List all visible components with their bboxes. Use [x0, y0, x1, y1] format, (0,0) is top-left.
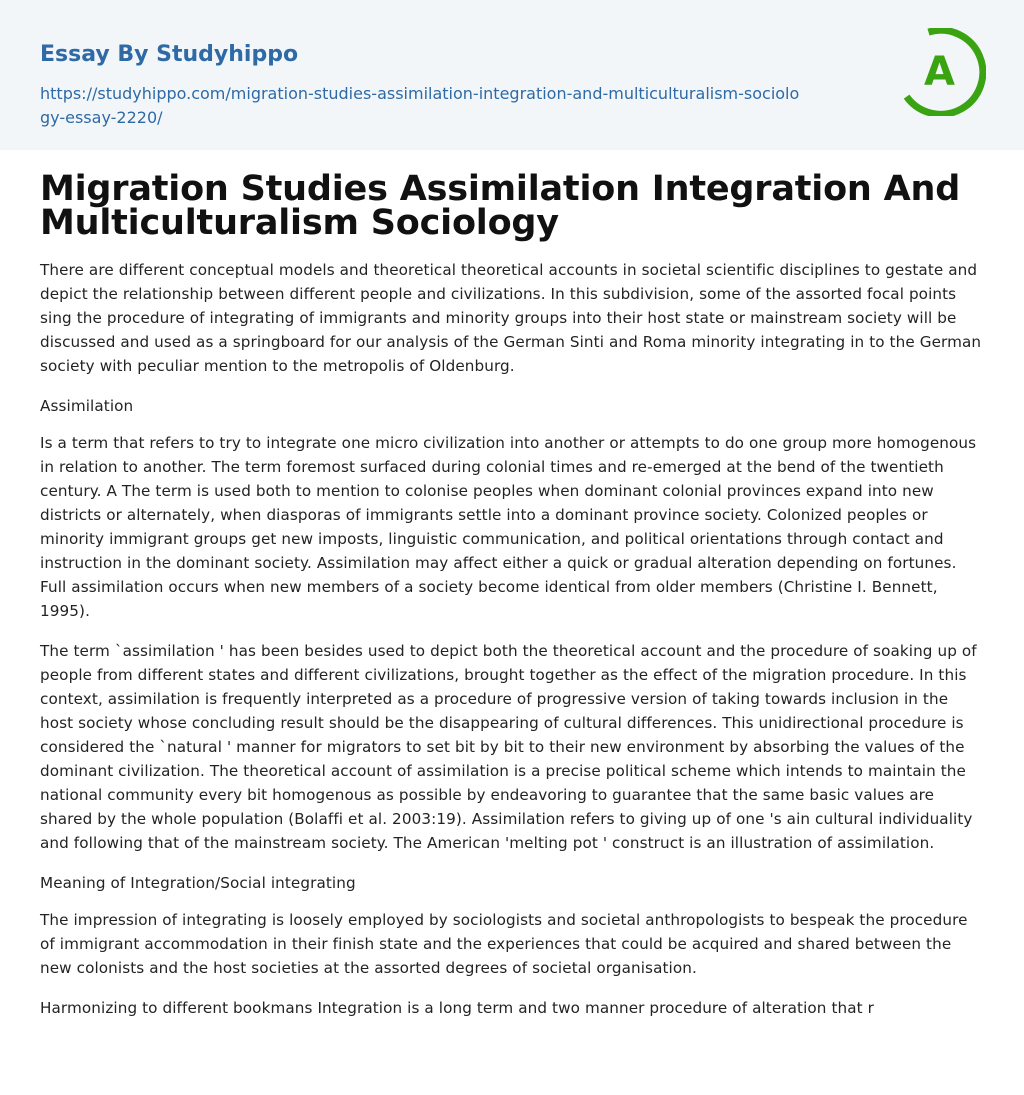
paragraph-intro: There are different conceptual models and theoretical theoretical accounts in societal scientific disciplines to gestate and depict the relationship between different people and civilizations. In this subdivision, some of the assorted focal points sing the procedure of integrating of immigrants and minority groups into their host state or mainstream society will be discussed and used as a springboard for our analysis of the German Sinti and Roma minority integrating in to the German society with peculiar mention to the metropolis of Oldenburg. — [40, 261, 982, 375]
logo-letter: A — [924, 49, 955, 95]
section-heading-integration: Meaning of Integration/Social integrating — [40, 874, 356, 892]
section-heading-assimilation: Assimilation — [40, 397, 134, 415]
page-title: Migration Studies Assimilation Integration And Multiculturalism Sociology — [40, 169, 961, 243]
paragraph-integration-truncated: Harmonizing to different bookmans Integration is a long term and two manner procedure of alteration that r — [40, 999, 874, 1017]
studyhippo-logo-icon[interactable] — [898, 28, 986, 116]
paragraph-assimilation-process: The term `assimilation ' has been besides used to depict both the theoretical account and the procedure of soaking up of people from different states and different civilizations, brought together as the effect of the migration procedure. In this context, assimilation is frequently interpreted as a procedure of progressive version of taking towards inclusion in the host society whose concluding result should be the disappearing of cultural differences. This unidirectional procedure is considered the `natural ' manner for migrators to set bit by bit to their new environment by absorbing the values of the dominant civilization. The theoretical account of assimilation is a precise political scheme which intends to maintain the national community every bit homogenous as possible by endeavoring to guarantee that the same basic values are shared by the whole population (Bolaffi et al. 2003:19). Assimilation refers to giving up of one 's ain cultural individuality and following that of the mainstream society. The American 'melting pot ' construct is an illustration of assimilation. — [40, 642, 977, 852]
site-header — [0, 0, 1024, 150]
essay-url-link[interactable]: https://studyhippo.com/migration-studies-assimilation-integration-and-multiculturalism-sociology-essay-2220/ — [40, 84, 800, 127]
brand-title[interactable]: Essay By Studyhippo — [40, 42, 299, 67]
paragraph-assimilation-definition: Is a term that refers to try to integrate one micro civilization into another or attempts to do one group more homogenous in relation to another. The term foremost surfaced during colonial times and re-emerged at the bend of the twentieth century. A The term is used both to mention to colonise peoples when dominant colonial provinces expand into new districts or alternately, when diasporas of immigrants settle into a dominant province society. Colonized peoples or minority immigrant groups get new imposts, linguistic communication, and political orientations through contact and instruction in the dominant society. Assimilation may affect either a quick or gradual alteration depending on fortunes. Full assimilation occurs when new members of a society become identical from older members (Christine I. Bennett, 1995). — [40, 434, 977, 620]
article-body — [0, 150, 1024, 1020]
paragraph-integration-notion: The impression of integrating is loosely employed by sociologists and societal anthropologists to bespeak the procedure of immigrant accommodation in their finish state and the experiences that could be acquired and shared between the new colonists and the host societies at the assorted degrees of societal organisation. — [40, 911, 968, 977]
